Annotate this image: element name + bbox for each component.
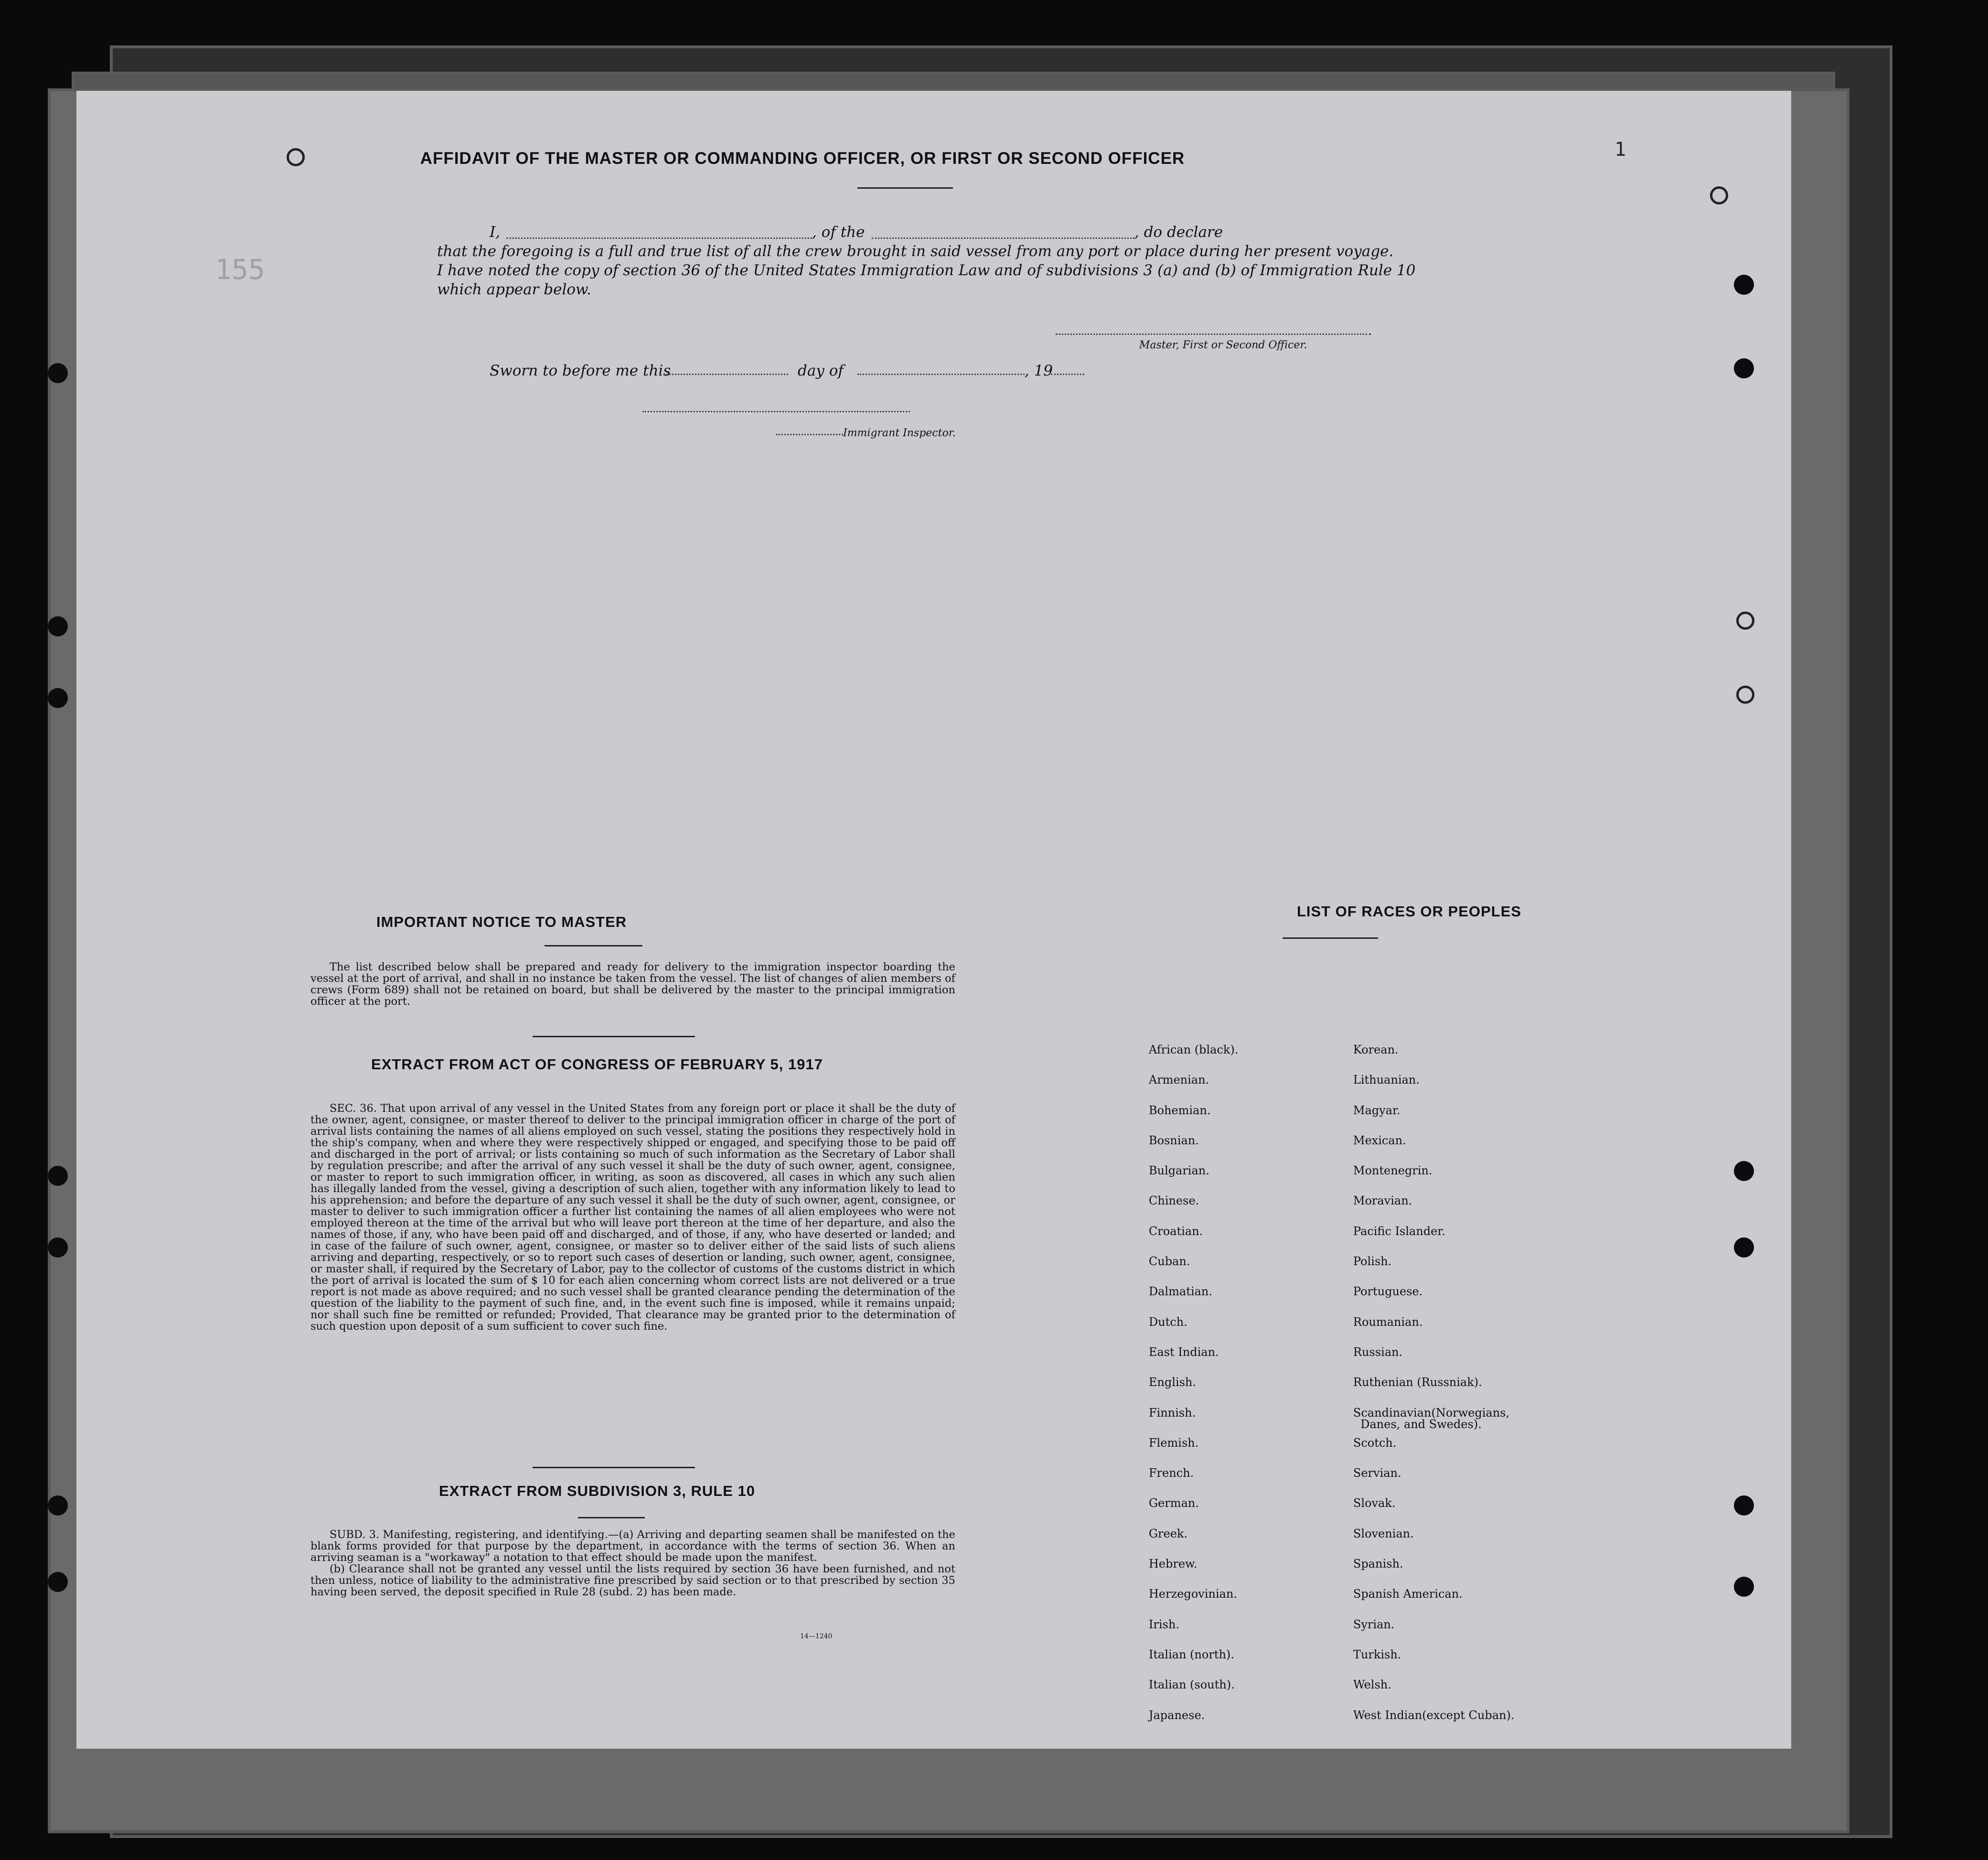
affidavit-of-the: , of the: [812, 224, 865, 241]
race-item: Japanese.: [1149, 1708, 1205, 1722]
binder-hole: [48, 1166, 68, 1186]
race-item: Pacific Islander.: [1353, 1224, 1445, 1238]
race-item: African (black).: [1149, 1043, 1239, 1056]
race-item: West Indian(except Cuban).: [1353, 1708, 1515, 1722]
race-item: Syrian.: [1353, 1617, 1395, 1631]
affidavit-do-declare: , do declare: [1134, 224, 1223, 241]
affidavit-line-3: I have noted the copy of section 36 of the United States Immigration Law and of subdivisions 3 (a) and (b) of Immigration Rule 10: [437, 262, 1416, 279]
races-title: LIST OF RACES OR PEOPLES: [1296, 903, 1522, 920]
race-item: Lithuanian.: [1353, 1073, 1420, 1087]
binder-hole: [1734, 1495, 1754, 1516]
race-item: Bohemian.: [1149, 1103, 1211, 1117]
race-item: Herzegovinian.: [1149, 1587, 1238, 1601]
race-item: Montenegrin.: [1353, 1164, 1432, 1178]
binder-hole: [48, 363, 68, 383]
act-extract-text: SEC. 36. That upon arrival of any vessel in the United States from any foreign port or place it shall be the duty of the owner, agent, consignee, or master thereof to deliver to the principal immigration officer in charge of the port of arrival lists containing the names of all aliens employed on such vessel, stating the positions they respectively hold in the ship's company, when and where they were respectively shipped or engaged, and specifying those to be paid off and discharged in the port of arrival; or lists containing so much of such information as the Secretary of Labor shall by regulation prescribe; and after the arrival of any such vessel it shall be the duty of such owner, agent, consignee, or master to report to such immigration officer, in writing, as soon as discovered, all cases in which any such alien has illegally landed from the vessel, giving a description of such alien, together with any information likely to lead to his apprehension; and before the departure of any such vessel it shall be the duty of such owner, agent, consignee, or master to deliver to such immigration officer a further list containing the names of all alien employees who were not employed thereon at the time of the arrival but who will leave port thereon at the time of her departure, and also the names of those, if any, who have been paid off and discharged, and of those, if any, who have deserted or landed; and in case of the failure of such owner, agent, consignee, or master so to deliver either of the said lists of such aliens arriving and departing, respectively, or so to report such cases of desertion or landing, such owner, agent, consignee, or master shall, if required by the Secretary of Labor, pay to the collector of customs of the customs district in which the port of arrival is located the sum of $ 10 for each alien concerning whom correct lists are not delivered or a true report is not made as above required; and no such vessel shall be granted clearance pending the determination of the question of the liability to the payment of such fine, and, in the event such fine is imposed, while it remains unpaid; nor shall such fine be remitted or refunded; Provided, That clearance may be granted prior to the determination of such question upon deposit of a sum sufficient to cover such fine.: [310, 1102, 955, 1333]
binder-hole: [1734, 275, 1754, 295]
race-item: Portuguese.: [1353, 1285, 1423, 1299]
sworn-prefix: Sworn to before me this: [490, 362, 671, 379]
binder-hole: [1734, 358, 1754, 378]
affidavit-line-2: that the foregoing is a full and true list of all the crew brought in said vessel from any port or place during her present voyage.: [437, 243, 1394, 260]
notice-underline: [545, 945, 642, 946]
inspector-blank[interactable]: [642, 411, 910, 412]
corner-mark: 1: [1614, 139, 1626, 161]
rule-extract-underline: [578, 1517, 645, 1518]
binder-hole: [48, 1572, 68, 1592]
race-item: Chinese.: [1149, 1194, 1199, 1208]
race-item: German.: [1149, 1496, 1199, 1510]
races-column-1: [1149, 1044, 1238, 1740]
sworn-year-blank[interactable]: [1051, 374, 1084, 375]
affidavit-line-4: which appear below.: [437, 281, 591, 298]
affidavit-i: I,: [490, 224, 501, 241]
race-item: Turkish.: [1353, 1647, 1401, 1661]
race-item: Armenian.: [1149, 1073, 1209, 1087]
notice-title: IMPORTANT NOTICE TO MASTER: [376, 914, 627, 930]
race-item: Slovenian.: [1353, 1527, 1414, 1540]
races-underline: [1283, 937, 1378, 939]
race-item: Roumanian.: [1353, 1315, 1423, 1329]
vessel-blank[interactable]: [872, 237, 1134, 239]
race-item: Spanish American.: [1353, 1587, 1463, 1601]
inspector-leader: [776, 434, 843, 435]
race-item: Mexican.: [1353, 1133, 1406, 1147]
divider: [533, 1467, 695, 1468]
title-underline: [857, 187, 953, 189]
race-item: English.: [1149, 1376, 1197, 1389]
race-item: Polish.: [1353, 1255, 1392, 1269]
affidavit-title: AFFIDAVIT OF THE MASTER OR COMMANDING OFFICER, OR FIRST OR SECOND OFFICER: [420, 149, 1185, 168]
sworn-month-blank[interactable]: [857, 374, 1025, 375]
race-item: Dalmatian.: [1149, 1285, 1213, 1299]
inspector-label: Immigrant Inspector.: [843, 427, 956, 439]
rule-extract-text: SUBD. 3. Manifesting, registering, and identifying.—(a) Arriving and departing seamen shall be manifested on the blank forms provided for that purpose by the department, in accordance with the terms of section 36. When an arriving seaman is a "workaway" a notation to that effect should be made upon the manifest. (b) Clearance shall not be granted any vessel until the lists required by section 36 have been furnished, and not then unless, notice of liability to the administrative fine prescribed by said section or to that prescribed by section 35 having been served, the deposit specified in Rule 28 (subd. 2) has been made.: [310, 1528, 955, 1598]
race-item: Hebrew.: [1149, 1557, 1197, 1571]
race-item: Moravian.: [1353, 1194, 1412, 1208]
race-item: Croatian.: [1149, 1224, 1203, 1238]
binder-hole: [48, 1237, 68, 1258]
race-item: Bosnian.: [1149, 1133, 1199, 1147]
act-extract-title: EXTRACT FROM ACT OF CONGRESS OF FEBRUARY 5, 1917: [371, 1056, 823, 1073]
race-item: Italian (north).: [1149, 1647, 1235, 1661]
binder-hole: [1734, 1577, 1754, 1597]
race-item: Irish.: [1149, 1617, 1180, 1631]
page-number: 155: [215, 253, 265, 286]
binder-hole: [48, 616, 68, 636]
race-item: French.: [1149, 1466, 1194, 1480]
form-number: 14—1240: [800, 1633, 833, 1640]
sworn-day-blank[interactable]: [664, 374, 788, 375]
race-item: Greek.: [1149, 1527, 1188, 1540]
binder-hole: [1736, 686, 1754, 704]
binder-hole: [1710, 186, 1728, 204]
sworn-year: , 19: [1025, 362, 1053, 379]
signature-blank[interactable]: [1056, 333, 1371, 335]
binder-hole: [48, 688, 68, 708]
notice-text: The list described below shall be prepared and ready for delivery to the immigration inspector boarding the vessel at the port of arrival, and shall in no instance be taken from the vessel. The list of changes of alien members of crews (Form 689) shall not be retained on board, but shall be delivered by the master to the principal immigration officer at the port.: [310, 961, 955, 1008]
binder-hole: [1736, 612, 1754, 630]
race-item: Slovak.: [1353, 1496, 1396, 1510]
race-item: Welsh.: [1353, 1678, 1391, 1692]
race-item: Servian.: [1353, 1466, 1401, 1480]
race-item: Cuban.: [1149, 1255, 1190, 1269]
divider: [533, 1036, 695, 1037]
binder-hole: [287, 148, 305, 166]
race-item: Bulgarian.: [1149, 1164, 1209, 1178]
binder-hole: [48, 1495, 68, 1516]
race-item: Spanish.: [1353, 1557, 1403, 1571]
race-item: Finnish.: [1149, 1406, 1196, 1419]
races-column-2: [1353, 1044, 1515, 1740]
race-item: Italian (south).: [1149, 1678, 1235, 1692]
signature-label: Master, First or Second Officer.: [1139, 339, 1307, 351]
race-item: East Indian.: [1149, 1345, 1219, 1359]
sworn-day-of: day of: [798, 362, 844, 379]
form-page: [76, 91, 1791, 1749]
name-blank[interactable]: [506, 237, 812, 239]
race-item: Korean.: [1353, 1043, 1399, 1056]
race-item: Dutch.: [1149, 1315, 1187, 1329]
rule-extract-title: EXTRACT FROM SUBDIVISION 3, RULE 10: [439, 1483, 755, 1499]
race-item: Ruthenian (Russniak).: [1353, 1376, 1482, 1389]
binder-hole: [1734, 1237, 1754, 1258]
race-item: Scandinavian(Norwegians, Danes, and Swedes).: [1353, 1406, 1510, 1431]
race-item: Magyar.: [1353, 1103, 1400, 1117]
race-item: Flemish.: [1149, 1436, 1199, 1450]
binder-hole: [1734, 1161, 1754, 1181]
race-item: Russian.: [1353, 1345, 1403, 1359]
race-item: Scotch.: [1353, 1436, 1397, 1450]
